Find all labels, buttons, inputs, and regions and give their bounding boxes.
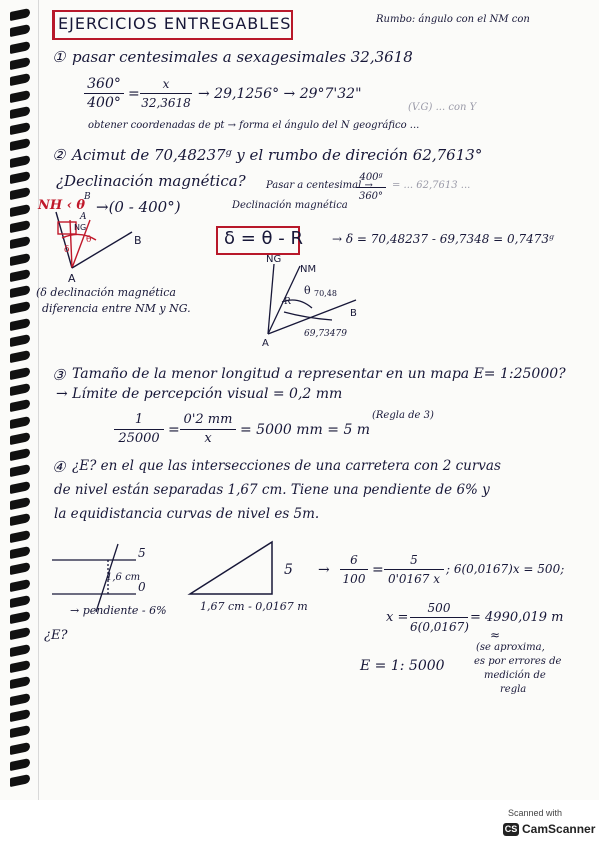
azimuth-diagram xyxy=(56,212,132,268)
ex1-frac2-den: 32,3618 xyxy=(141,96,191,110)
slope-triangle xyxy=(190,542,272,594)
ex3-number: ③ xyxy=(52,366,66,384)
ex4-frac1-den: 100 xyxy=(342,572,366,586)
ex2-number: ② xyxy=(52,146,66,164)
equals-sign: = xyxy=(128,86,140,102)
camscanner-watermark xyxy=(500,808,596,842)
ex4-line3: la equidistancia curvas de nivel es 5m. xyxy=(54,506,320,522)
ex2-statement: Acimut de 70,48237ᵍ y el rumbo de direción 62,7613° xyxy=(72,146,483,164)
ex4-x-label: x = xyxy=(386,610,409,625)
ex2-azimuth-nh: NH ‹ θ xyxy=(38,198,86,213)
ex3-result: = 5000 mm = 5 m xyxy=(240,422,371,438)
ex1-result: → 29,1256° → 29°7'32" xyxy=(198,86,362,102)
ex2-legend-line2: diferencia entre NM y NG. xyxy=(42,302,191,315)
ex3-statement: Tamaño de la menor longitud a representar en un mapa E= 1:25000? xyxy=(72,366,566,382)
diag2-rumbo-label: 69,73479 xyxy=(304,329,347,339)
ex4-frac1-num: 6 xyxy=(350,553,358,567)
ex4-frac2-num: 5 xyxy=(410,553,418,567)
ex4-x-den: 6(0,0167) xyxy=(410,620,469,634)
diag1-b-label: B xyxy=(134,234,142,247)
ex2-convert-rest: = ... 62,7613 ... xyxy=(392,180,471,191)
ex1-statement: pasar centesimales a sexagesimales 32,3618 xyxy=(72,48,413,66)
ex2-azimuth-range: →(0 - 400°) xyxy=(96,198,181,216)
diag1-theta-label: θ xyxy=(86,235,92,245)
ex4-x-result: = 4990,019 m xyxy=(470,610,564,625)
diag2-a-label: A xyxy=(262,338,269,349)
ex4-approx-note3: medición de xyxy=(484,670,546,681)
ex4-approx-note2: es por errores de xyxy=(474,656,562,667)
ex4-triangle-base: 1,67 cm - 0,0167 m xyxy=(200,600,308,613)
ex2-convert-num: 400ᵍ xyxy=(359,172,383,183)
diag1-delta-label: δ xyxy=(64,245,70,255)
ex1-frac2-num: x xyxy=(162,77,170,91)
ex4-line2: de nivel están separadas 1,67 cm. Tiene una pendiente de 6% y xyxy=(54,482,490,498)
ex3-frac2-den: x xyxy=(204,431,212,446)
ex2-azimuth-sup: B xyxy=(84,192,91,202)
equals-sign: = xyxy=(372,562,384,578)
ex4-scale: E = 1: 5000 xyxy=(360,658,445,674)
equals-sign: = xyxy=(168,422,180,438)
corner-note: Rumbo: ángulo con el NM con xyxy=(376,14,530,25)
watermark-line1: Scanned with xyxy=(508,808,563,818)
ex4-diag-mid: 1,6 cm xyxy=(106,572,141,583)
ex1-bottom-note: obtener coordenadas de pt → forma el ángulo del N geográfico ... xyxy=(88,120,420,131)
ex2-formula-result: → δ = 70,48237 - 69,7348 = 0,7473ᵍ xyxy=(332,232,554,246)
ex2-question: ¿Declinación magnética? xyxy=(56,172,246,190)
ex4-diag-slope: → pendiente - 6% xyxy=(70,604,167,617)
ex4-x-num: 500 xyxy=(427,601,451,615)
ex1-frac1-num: 360° xyxy=(87,76,121,92)
page-title: EJERCICIOS ENTREGABLES xyxy=(58,14,292,33)
ex4-approx-sign: ≈ xyxy=(490,628,501,642)
diag1-a-label: A xyxy=(68,272,76,285)
diag2-r-label: R xyxy=(284,297,291,307)
diag2-ng-label: NG xyxy=(266,254,282,265)
ex3-rule-note: (Regla de 3) xyxy=(372,410,434,421)
ex4-eq-right: ; 6(0,0167)x = 500; xyxy=(446,562,565,576)
ex3-frac2-num: 0'2 mm xyxy=(183,412,233,427)
ex2-legend-line1: (δ declinación magnética xyxy=(36,286,176,299)
ex3-limit: → Límite de percepción visual = 0,2 mm xyxy=(56,386,343,402)
ex2-convert-note: Pasar a centesimal → xyxy=(266,180,373,191)
diag2-nm-label: NM xyxy=(300,264,317,275)
ex2-convert-den: 360° xyxy=(358,191,384,202)
ex2-formula: δ = θ - R xyxy=(224,228,303,249)
diag1-ng-label: NG xyxy=(74,223,87,232)
ex4-diag-bottom: 0 xyxy=(138,580,146,594)
contour-diagram xyxy=(52,544,136,612)
diag2-b-label: B xyxy=(350,308,357,319)
ex1-number: ① xyxy=(52,48,66,66)
ab-line xyxy=(72,232,132,268)
watermark-line2: CamScanner xyxy=(522,822,596,836)
ex3-frac1-den: 25000 xyxy=(118,431,160,446)
diag2-theta-value: 70,48 xyxy=(314,289,337,298)
ex2-azimuth-sub: A xyxy=(80,212,87,222)
ex4-diag-question: ¿E? xyxy=(44,628,68,643)
ex4-triangle-side: 5 xyxy=(284,562,293,578)
ex4-diag-top: 5 xyxy=(138,546,146,560)
road-line xyxy=(96,544,118,612)
ex1-frac1-den: 400° xyxy=(87,95,121,111)
ex3-frac1-num: 1 xyxy=(134,412,144,427)
ex4-approx-note1: (se aproxima, xyxy=(476,642,545,653)
ex4-frac2-den: 0'0167 x xyxy=(387,572,441,586)
ex1-side-note: (V.G) ... con Y xyxy=(408,102,477,113)
ex2-decl-label: Declinación magnética xyxy=(232,200,348,211)
ex4-approx-note4: regla xyxy=(500,684,527,695)
ex4-number: ④ xyxy=(52,458,66,476)
diag2-theta-label: θ xyxy=(304,284,311,297)
ex4-line1: ¿E? en el que las intersecciones de una carretera con 2 curvas xyxy=(72,458,501,474)
arrow: → xyxy=(318,562,330,578)
camscanner-logo-icon: CS xyxy=(504,824,518,834)
